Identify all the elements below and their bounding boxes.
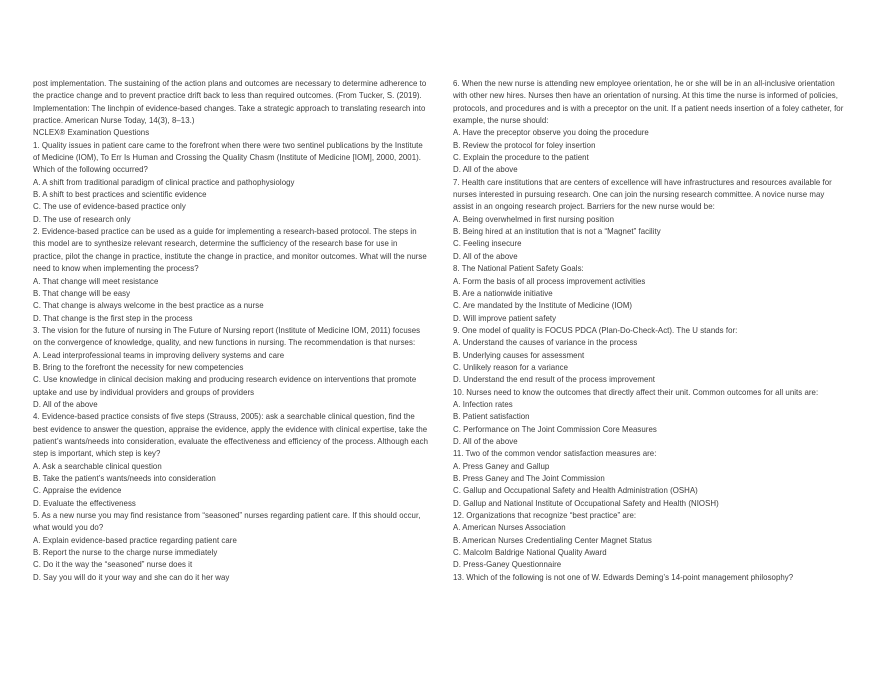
left-paragraph: B. Report the nurse to the charge nurse immediately <box>33 548 218 558</box>
right-paragraph: B. Are a nationwide initiative <box>453 288 553 298</box>
left-paragraph: NCLEX® Examination Questions <box>33 128 150 138</box>
right-paragraph: 11. Two of the common vendor satisfaction measures are: <box>453 449 657 459</box>
right-paragraph: B. Review the protocol for foley insertion <box>453 140 596 150</box>
left-paragraph: C. Do it the way the “seasoned” nurse does it <box>33 560 193 570</box>
right-paragraph: 10. Nurses need to know the outcomes that directly affect their unit. Common outcomes for all units are: <box>453 387 819 397</box>
right-paragraph: A. Form the basis of all process improvement activities <box>453 276 646 286</box>
right-paragraph: 12. Organizations that recognize “best practice” are: <box>453 511 637 521</box>
right-paragraph: B. Being hired at an institution that is not a “Magnet” facility <box>453 227 661 237</box>
left-text-column <box>33 78 429 584</box>
right-paragraph: A. American Nurses Association <box>453 523 566 533</box>
right-paragraph: D. All of the above <box>453 165 518 175</box>
left-paragraph: post implementation. The sustaining of the action plans and outcomes are necessary to determine adherence to the practice change and to prevent practice drift back to less than required outcomes. (From Tucker, S. (2019). Implementation: The linchpin of evidence-based changes. Take a strategic approach to translating research into practice. American Nurse Today, 14(3), 8–13.) <box>33 79 427 126</box>
left-paragraph: A. A shift from traditional paradigm of clinical practice and pathophysiology <box>33 177 295 187</box>
right-paragraph: A. Understand the causes of variance in the process <box>453 338 638 348</box>
right-text-column <box>453 78 845 584</box>
left-paragraph: B. Bring to the forefront the necessity for new competencies <box>33 362 244 372</box>
right-paragraph: 9. One model of quality is FOCUS PDCA (Plan-Do-Check-Act). The U stands for: <box>453 325 738 335</box>
left-paragraph: D. All of the above <box>33 399 98 409</box>
right-paragraph: D. Will improve patient safety <box>453 313 557 323</box>
left-paragraph: 4. Evidence-based practice consists of five steps (Strauss, 2005): ask a searchable clinical question, find the best evidence to answer the question, appraise the evidence, apply the evidence with clinical expertise, take the patient’s wants/needs into consideration, evaluate the effectiveness and efficiency of the process. Although each step is important, which step is key? <box>33 412 429 459</box>
right-paragraph: D. Gallup and National Institute of Occupational Safety and Health (NIOSH) <box>453 498 719 508</box>
right-paragraph: C. Explain the procedure to the patient <box>453 153 589 163</box>
left-paragraph: A. Ask a searchable clinical question <box>33 461 162 471</box>
left-paragraph: 2. Evidence-based practice can be used as a guide for implementing a research-based protocol. The steps in this model are to synthesize relevant research, determine the sufficiency of the research base for use in practice, pilot the change in practice, institute the change in practice, and monitor outcomes. What will the nurse need to know when implementing the process? <box>33 227 427 274</box>
right-paragraph: C. Malcolm Baldrige National Quality Award <box>453 548 607 558</box>
right-paragraph: B. American Nurses Credentialing Center Magnet Status <box>453 535 652 545</box>
right-paragraph: D. Understand the end result of the process improvement <box>453 375 655 385</box>
left-paragraph: 3. The vision for the future of nursing in The Future of Nursing report (Institute of Medicine IOM, 2011) focuses on the convergence of knowledge, quality, and new functions in nursing. The recommendation is that nurses: <box>33 325 421 348</box>
right-paragraph: A. Press Ganey and Gallup <box>453 461 550 471</box>
left-paragraph: D. The use of research only <box>33 214 131 224</box>
right-paragraph: B. Patient satisfaction <box>453 412 530 422</box>
right-paragraph: C. Gallup and Occupational Safety and Health Administration (OSHA) <box>453 486 698 496</box>
left-paragraph: C. Appraise the evidence <box>33 486 122 496</box>
left-paragraph: D. Evaluate the effectiveness <box>33 498 136 508</box>
left-paragraph: C. The use of evidence-based practice only <box>33 202 186 212</box>
left-paragraph: D. Say you will do it your way and she can do it her way <box>33 572 230 582</box>
left-paragraph: 5. As a new nurse you may find resistance from “seasoned” nurses regarding patient care. If this should occur, what would you do? <box>33 511 421 533</box>
left-paragraph: C. That change is always welcome in the best practice as a nurse <box>33 301 264 311</box>
right-paragraph: A. Infection rates <box>453 399 513 409</box>
left-paragraph: C. Use knowledge in clinical decision making and producing research evidence on interventions that promote uptake and use by individual providers and groups of providers <box>33 375 417 397</box>
right-paragraph: D. Press-Ganey Questionnaire <box>453 560 562 570</box>
right-paragraph: 13. Which of the following is not one of W. Edwards Deming’s 14-point management philosophy? <box>453 572 794 582</box>
left-paragraph: A. Explain evidence-based practice regarding patient care <box>33 535 237 545</box>
right-paragraph: 8. The National Patient Safety Goals: <box>453 264 584 274</box>
left-paragraph: A. That change will meet resistance <box>33 276 159 286</box>
right-paragraph: C. Are mandated by the Institute of Medicine (IOM) <box>453 301 633 311</box>
right-paragraph: A. Being overwhelmed in first nursing position <box>453 214 614 224</box>
right-paragraph: C. Unlikely reason for a variance <box>453 362 568 372</box>
right-paragraph: C. Feeling insecure <box>453 239 522 249</box>
right-paragraph: B. Press Ganey and The Joint Commission <box>453 474 605 483</box>
left-paragraph: 1. Quality issues in patient care came to the forefront when there were two sentinel publications by the Institute of Medicine (IOM), To Err Is Human and Crossing the Quality Chasm (Institute of Medicine [IOM], 2000, 2001). Which of the following occurred? <box>33 140 423 175</box>
right-paragraph: B. Underlying causes for assessment <box>453 350 585 360</box>
right-paragraph: A. Have the preceptor observe you doing the procedure <box>453 128 649 138</box>
left-paragraph: B. A shift to best practices and scientific evidence <box>33 190 207 200</box>
left-paragraph: A. Lead interprofessional teams in improving delivery systems and care <box>33 350 285 360</box>
right-paragraph: C. Performance on The Joint Commission Core Measures <box>453 424 657 434</box>
right-paragraph: D. All of the above <box>453 436 518 446</box>
right-paragraph: D. All of the above <box>453 251 518 261</box>
right-paragraph: 7. Health care institutions that are centers of excellence will have infrastructures and resources available for nurses interested in pursuing research. One can join the nursing research committee. A novice nurse may assist in an ongoing research project. Barriers for the new nurse would be: <box>453 177 832 212</box>
left-paragraph: B. Take the patient’s wants/needs into consideration <box>33 474 216 483</box>
right-paragraph: 6. When the new nurse is attending new employee orientation, he or she will be in an all-inclusive orientation with other new hires. Nurses then have an orientation of nursing. At this time the nurse is informed of policies, protocols, and procedures and is with a preceptor on the unit. If a patient needs insertion of a foley catheter, for example, the nurse should: <box>453 79 844 126</box>
left-paragraph: B. That change will be easy <box>33 288 131 298</box>
left-paragraph: D. That change is the first step in the process <box>33 313 193 323</box>
